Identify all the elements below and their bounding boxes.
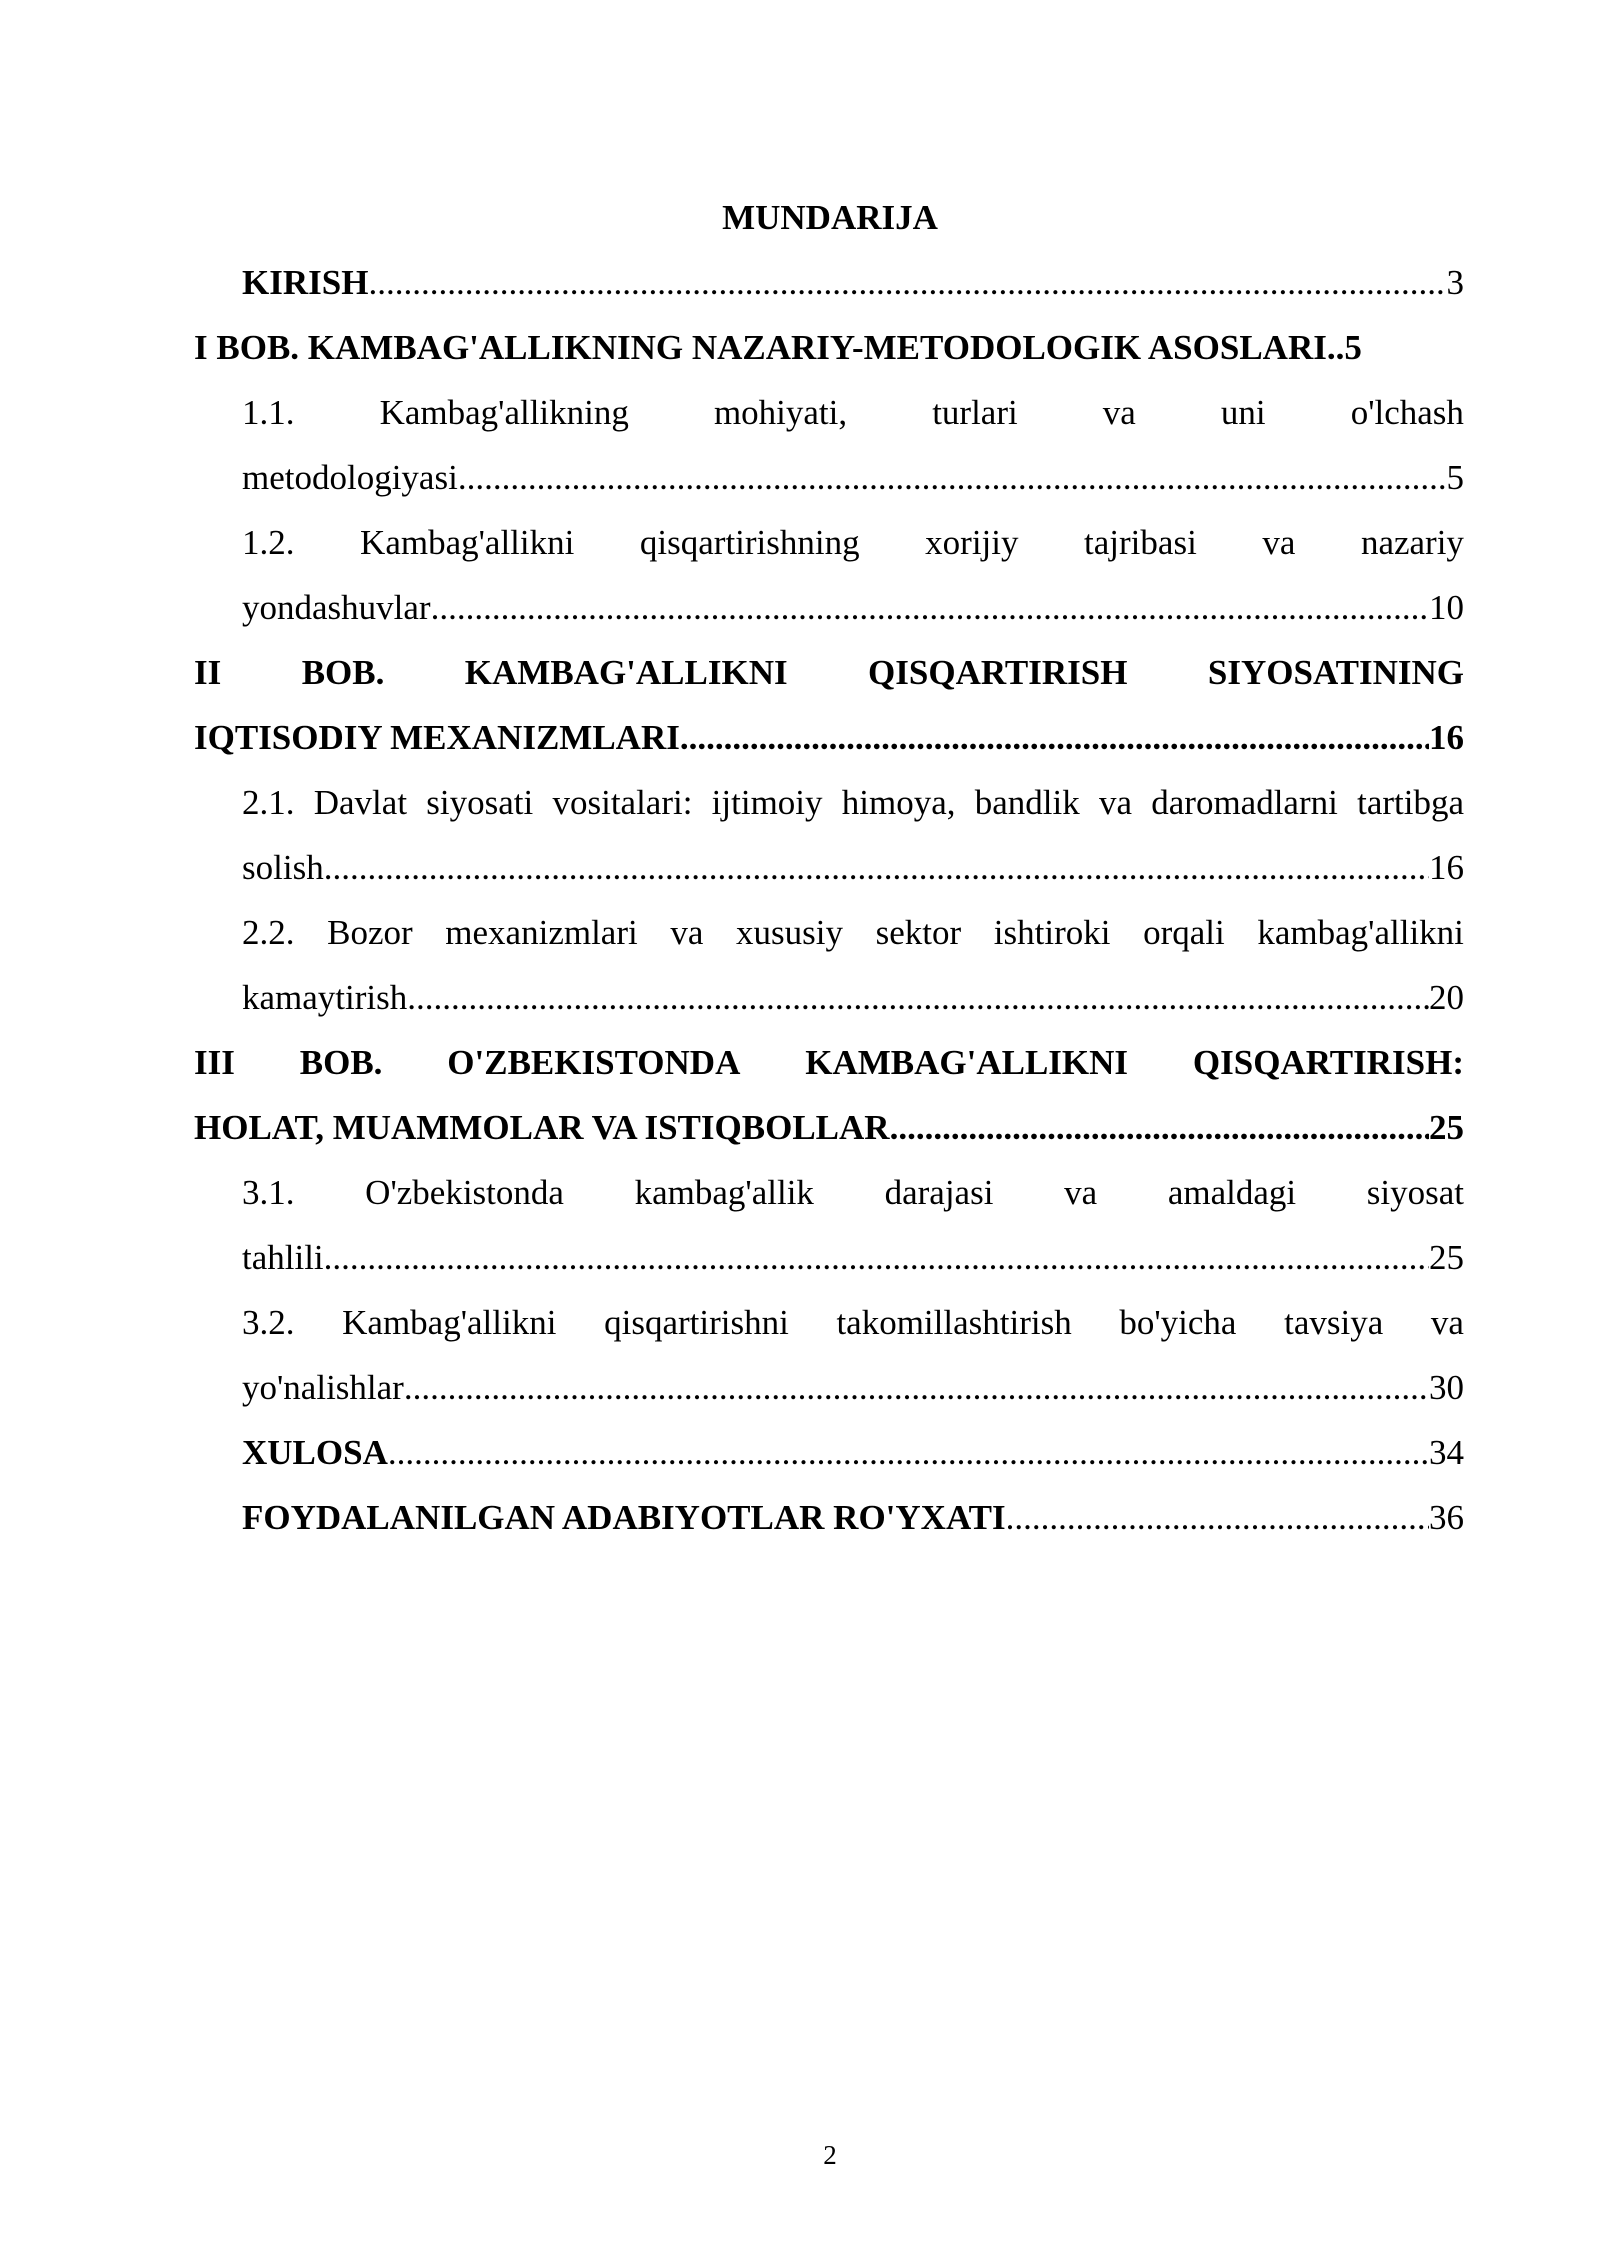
toc-title: MUNDARIJA: [722, 198, 938, 237]
toc-entry-page: 30: [1429, 1368, 1464, 1407]
toc-entry-page: 10: [1429, 588, 1464, 627]
toc-word: O'ZBEKISTONDA: [447, 1043, 741, 1082]
toc-entry-page: 20: [1429, 978, 1464, 1017]
toc-entry-adabiyotlar: [242, 1485, 1464, 1550]
toc-entry-bob3-line1: [194, 1030, 1464, 1095]
toc-entry-s31-line2: [242, 1225, 1464, 1290]
toc-entry-label: HOLAT, MUAMMOLAR VA ISTIQBOLLAR: [194, 1108, 890, 1147]
toc-word: BOB.: [299, 1043, 383, 1082]
dot-leader: [431, 575, 1429, 640]
toc-entry-bob3-line2: [194, 1095, 1464, 1160]
toc-entry-bob1: [194, 315, 1464, 380]
toc-word: orqali: [1143, 913, 1225, 952]
toc-word: KAMBAG'ALLIKNI: [805, 1043, 1129, 1082]
toc-entry-page: 5: [1446, 458, 1464, 497]
toc-entry-s21-line1: 2.1. Davlat siyosati vositalari: ijtimoiy himoya, bandlik va daromadlarni tartibga: [242, 783, 1464, 822]
toc-entry-bob2-line2: [194, 705, 1464, 770]
toc-word: kambag'allik: [634, 1173, 814, 1212]
toc-entry-page: 16: [1429, 848, 1464, 887]
toc-entry-s11-line1: [242, 380, 1464, 445]
toc-word: va: [1102, 393, 1136, 432]
table-of-contents: [194, 250, 1464, 1550]
toc-word: va: [1262, 523, 1296, 562]
toc-entry-page: 36: [1429, 1498, 1464, 1537]
toc-entry-label: yo'nalishlar: [242, 1368, 404, 1407]
toc-word: BOB.: [301, 653, 385, 692]
dot-leader: [324, 835, 1429, 900]
toc-entry-label: tahlili: [242, 1238, 324, 1277]
toc-entry-s32-line1: [242, 1290, 1464, 1355]
toc-word: qisqartirishning: [639, 523, 860, 562]
toc-entry-s31-line1: [242, 1160, 1464, 1225]
toc-entry-page: .5: [1335, 328, 1362, 367]
toc-entry-label: I BOB. KAMBAG'ALLIKNING NAZARIY-METODOLOGIK ASOSLARI.: [194, 328, 1336, 367]
toc-word: takomillashtirish: [836, 1303, 1072, 1342]
toc-word: mohiyati,: [713, 393, 848, 432]
toc-word: QISQARTIRISH: [868, 653, 1128, 692]
dot-leader: [324, 1225, 1429, 1290]
toc-entry-page: 3: [1446, 263, 1464, 302]
toc-word: uni: [1220, 393, 1266, 432]
dot-leader: [1006, 1485, 1429, 1550]
dot-leader: [890, 1095, 1429, 1160]
toc-word: 3.2.: [242, 1303, 295, 1342]
toc-entry-label: metodologiyasi: [242, 458, 458, 497]
toc-word: Kambag'allikni: [360, 523, 575, 562]
toc-entry-s22-line1: [242, 900, 1464, 965]
toc-word: ishtiroki: [993, 913, 1111, 952]
toc-word: amaldagi: [1167, 1173, 1297, 1212]
toc-entry-page: 25: [1429, 1108, 1464, 1147]
toc-entry-kirish: [242, 250, 1464, 315]
toc-entry-label: solish: [242, 848, 324, 887]
toc-entry-s22-line2: [242, 965, 1464, 1030]
dot-leader: [680, 705, 1429, 770]
dot-leader: [458, 445, 1447, 510]
toc-word: tavsiya: [1284, 1303, 1384, 1342]
toc-word: kambag'allikni: [1257, 913, 1464, 952]
toc-word: turlari: [932, 393, 1018, 432]
toc-entry-s32-line2: [242, 1355, 1464, 1420]
dot-leader: [404, 1355, 1429, 1420]
page-number: 2: [823, 2140, 837, 2170]
toc-word: SIYOSATINING: [1207, 653, 1464, 692]
toc-entry-page: 16: [1429, 718, 1464, 757]
dot-leader: [368, 250, 1446, 315]
toc-entry-label: kamaytirish: [242, 978, 408, 1017]
toc-entry-label: KIRISH: [242, 263, 369, 302]
toc-entry-page: 25: [1429, 1238, 1464, 1277]
toc-word: o'lchash: [1350, 393, 1464, 432]
toc-word: 1.1.: [242, 393, 295, 432]
toc-word: Bozor: [327, 913, 413, 952]
toc-entry-s11-line2: [242, 445, 1464, 510]
toc-entry-s12-line2: [242, 575, 1464, 640]
toc-word: KAMBAG'ALLIKNI: [464, 653, 788, 692]
toc-word: sektor: [875, 913, 962, 952]
toc-word: III: [194, 1043, 235, 1082]
toc-word: va: [1430, 1303, 1464, 1342]
dot-leader: [407, 965, 1429, 1030]
toc-word: siyosat: [1366, 1173, 1464, 1212]
toc-word: bo'yicha: [1119, 1303, 1237, 1342]
toc-entry-label: IQTISODIY MEXANIZMLARI: [194, 718, 680, 757]
toc-entry-s12-line1: [242, 510, 1464, 575]
toc-word: xususiy: [736, 913, 843, 952]
toc-word: va: [1064, 1173, 1098, 1212]
dot-leader: [388, 1420, 1429, 1485]
toc-word: xorijiy: [925, 523, 1019, 562]
toc-word: QISQARTIRISH:: [1192, 1043, 1464, 1082]
toc-entry-label: FOYDALANILGAN ADABIYOTLAR RO'YXATI: [242, 1498, 1006, 1537]
toc-word: darajasi: [884, 1173, 994, 1212]
toc-word: mexanizmlari: [445, 913, 638, 952]
toc-word: nazariy: [1360, 523, 1464, 562]
toc-entry-s21-line2: [242, 835, 1464, 900]
toc-entry-label: XULOSA: [242, 1433, 388, 1472]
toc-word: Kambag'allikni: [342, 1303, 557, 1342]
toc-word: tajribasi: [1084, 523, 1197, 562]
toc-word: 2.2.: [242, 913, 295, 952]
toc-word: 3.1.: [242, 1173, 295, 1212]
toc-word: Kambag'allikning: [379, 393, 629, 432]
toc-entry-bob2-line1: [194, 640, 1464, 705]
toc-word: II: [194, 653, 222, 692]
toc-entry-label: yondashuvlar: [242, 588, 431, 627]
toc-word: qisqartirishni: [604, 1303, 789, 1342]
toc-word: va: [670, 913, 704, 952]
toc-word: 1.2.: [242, 523, 295, 562]
toc-entry-xulosa: [242, 1420, 1464, 1485]
toc-entry-page: 34: [1429, 1433, 1464, 1472]
toc-word: O'zbekistonda: [365, 1173, 564, 1212]
